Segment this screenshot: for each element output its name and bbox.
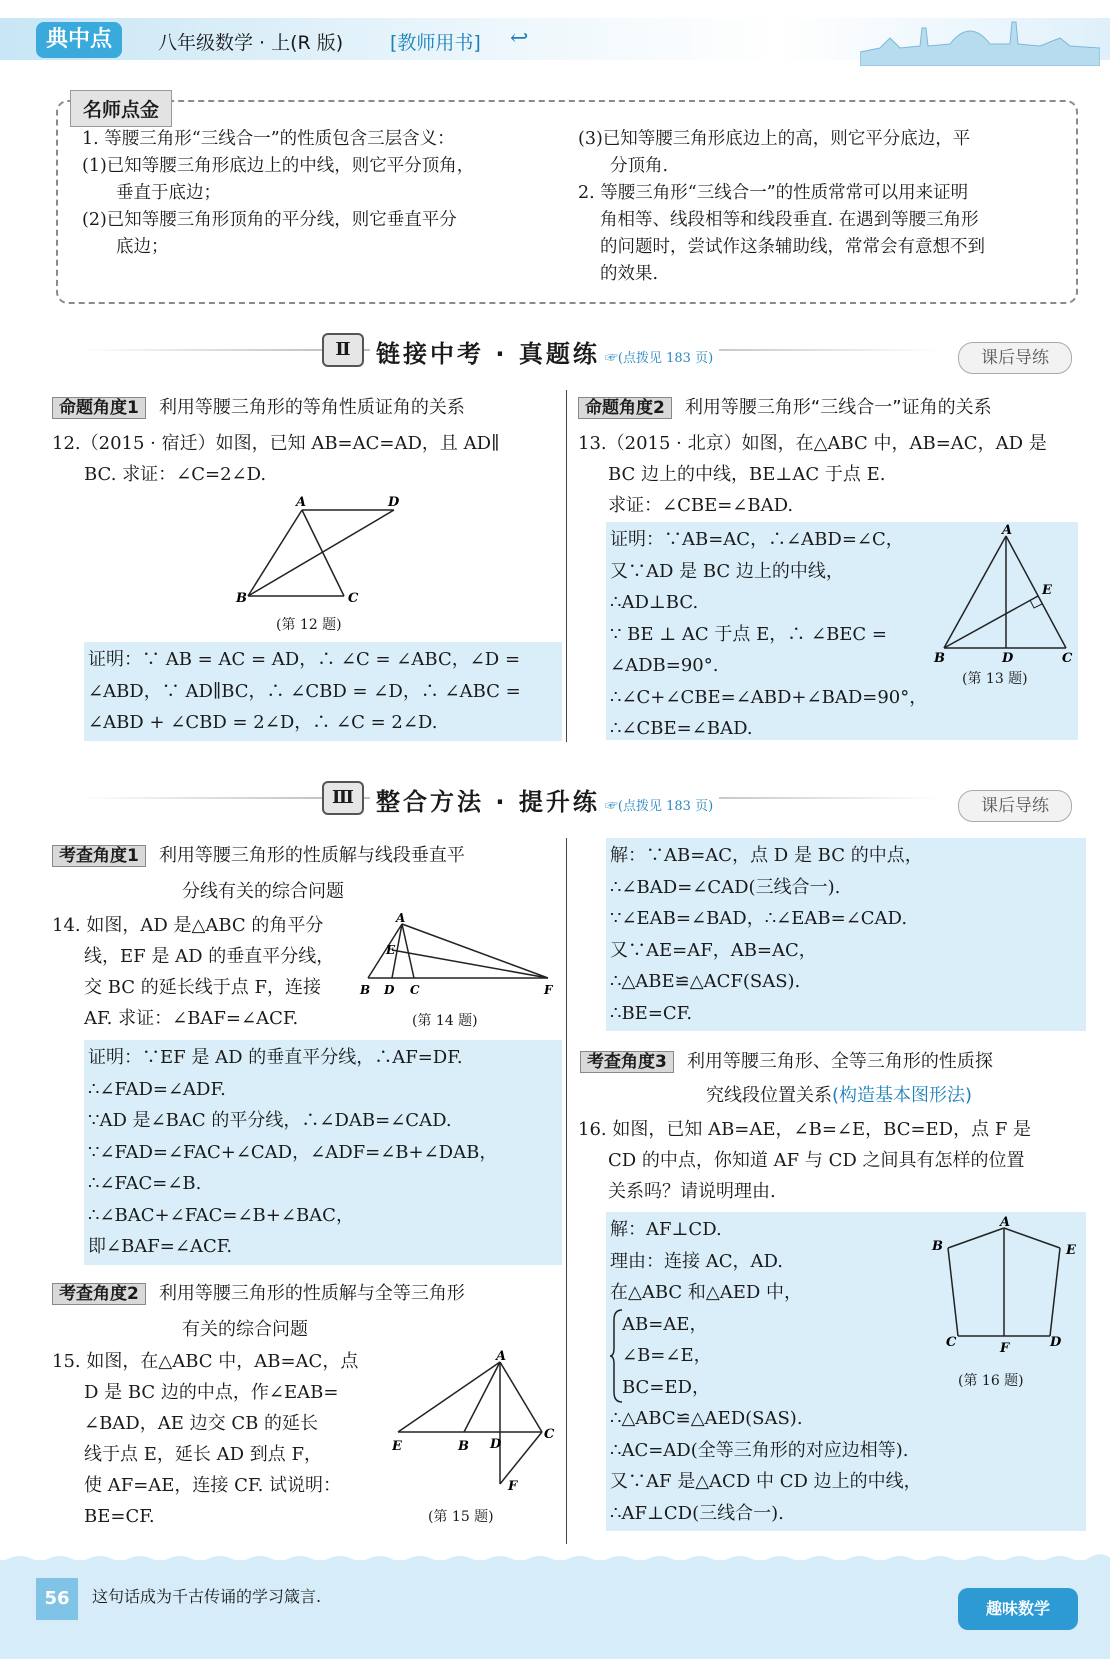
tips-label: 名师点金 (70, 90, 172, 127)
figure-caption: (第 12 题) (276, 617, 342, 633)
angle-tag: 命题角度2 (578, 397, 672, 419)
point-label: D (1002, 651, 1014, 662)
solution-line: 理由：连接 AC，AD. (610, 1250, 784, 1272)
figure-13 (930, 522, 1080, 662)
point-label: E (386, 943, 396, 957)
tips-left (82, 126, 552, 261)
question-13 (578, 428, 1078, 521)
question-line: D 是 BC 边的中点，作∠EAB= (84, 1382, 339, 1403)
figure-caption: (第 16 题) (958, 1373, 1024, 1389)
point-label: E (1066, 1243, 1076, 1258)
tips-right (578, 126, 1058, 288)
solution-line: AB=AE， (622, 1313, 708, 1335)
angle-tag-text: 有关的综合问题 (182, 1319, 308, 1340)
page-number: 56 (36, 1578, 78, 1620)
solution-line: ∴△ABE≌△ACF(SAS). (610, 971, 801, 992)
solution-line: 解：AF⊥CD. (610, 1219, 722, 1240)
tip-line: 底边； (116, 237, 169, 257)
point-label: B (934, 651, 945, 662)
angle-tag-text: 究线段位置关系 (706, 1085, 832, 1106)
tip-line: (2)已知等腰三角形顶角的平分线，则它垂直平分 (82, 210, 457, 230)
question-line: 14. 如图，AD 是△ABC 的角平分 (52, 915, 324, 936)
tip-line: 2. 等腰三角形“三线合一”的性质常常可以用来证明 (578, 183, 969, 203)
point-label: E (392, 1439, 402, 1454)
footer-band (0, 1560, 1110, 1659)
solution-15 (606, 838, 1086, 1031)
angle-tag-row (52, 1278, 465, 1310)
section-title: 链接中考 · 真题练 (376, 340, 600, 368)
solution-line: ∵∠FAD=∠FAC+∠CAD，∠ADF=∠B+∠DAB， (88, 1141, 498, 1163)
solution-line: ∴AD⊥BC. (610, 592, 699, 613)
point-label: A (396, 912, 406, 925)
point-label: D (384, 983, 395, 997)
brand-logo: 典中点 (36, 22, 122, 58)
point-label: C (348, 591, 359, 606)
question-line: 关系吗？请说明理由. (608, 1181, 776, 1202)
tip-line: (1)已知等腰三角形底边上的中线，则它平分顶角， (82, 156, 475, 176)
solution-line: ∠ADB=90°. (610, 655, 719, 676)
figure-16 (930, 1214, 1080, 1364)
question-12 (52, 428, 532, 490)
point-label: F (544, 983, 553, 997)
solution-line: ∴∠FAC=∠B. (88, 1173, 202, 1194)
solution-line: 又∵AF 是△ACD 中 CD 边上的中线， (610, 1471, 922, 1492)
question-line: 15. 如图，在△ABC 中，AB=AC，点 (52, 1351, 359, 1372)
point-label: C (410, 983, 420, 997)
solution-line: ∵ BE ⊥ AC 于点 E，∴ ∠BEC = (610, 623, 888, 645)
solution-line: ∴∠BAD=∠CAD(三线合一). (610, 876, 841, 898)
question-line: BE=CF. (84, 1506, 155, 1527)
point-label: B (360, 983, 371, 997)
question-line: 13.（2015 · 北京）如图，在△ABC 中，AB=AC，AD 是 (578, 433, 1047, 454)
solution-line: ∵AD 是∠BAC 的平分线，∴∠DAB=∠CAD. (88, 1110, 452, 1131)
tip-line: (3)已知等腰三角形底边上的高，则它平分底边，平 (578, 129, 971, 149)
solution-14 (84, 1040, 562, 1265)
angle-tag-text: 利用等腰三角形“三线合一”证角的关系 (684, 397, 992, 418)
figure-caption: (第 15 题) (428, 1509, 494, 1525)
solution-line: ∴∠CBE=∠BAD. (610, 718, 753, 739)
method-hint: (构造基本图形法) (832, 1085, 973, 1106)
angle-tag-row (578, 392, 992, 424)
angle-tag-text: 利用等腰三角形的性质解与全等三角形 (158, 1283, 465, 1304)
question-line: BC. 求证：∠C=2∠D. (84, 464, 267, 485)
angle-tag-row (52, 392, 465, 424)
solution-line: 又∵AD 是 BC 边上的中线， (610, 560, 844, 582)
solution-line: 证明：∵EF 是 AD 的垂直平分线，∴AF=DF. (88, 1047, 463, 1068)
footer-quote: 这句话成为千古传诵的学习箴言. (92, 1587, 322, 1606)
solution-line: ∴AF⊥CD(三线合一). (610, 1502, 784, 1524)
section-number: Ⅱ (322, 333, 364, 367)
question-15 (52, 1346, 392, 1532)
solution-line: ∴∠C+∠CBE=∠ABD+∠BAD=90°， (610, 686, 928, 708)
figure-15 (392, 1350, 562, 1490)
section-title: 整合方法 · 提升练 (376, 788, 600, 816)
solution-line: 解：∵AB=AC，点 D 是 BC 的中点， (610, 845, 923, 866)
solution-line: ∵∠EAB=∠BAD，∴∠EAB=∠CAD. (610, 908, 908, 929)
section-heading (370, 782, 719, 817)
tip-line: 角相等、线段相等和线段垂直. 在遇到等腰三角形 (600, 210, 979, 230)
solution-line: ∠B=∠E， (622, 1345, 712, 1366)
question-line: 线，EF 是 AD 的垂直平分线， (84, 946, 335, 967)
solution-line: ∠ABD + ∠CBD = 2∠D，∴ ∠C = 2∠D. (88, 712, 438, 733)
solution-line: 即∠BAF=∠ACF. (88, 1236, 233, 1257)
tip-line: 分顶角. (610, 156, 669, 176)
angle-tag: 考查角度1 (52, 845, 146, 867)
angle-tag-row (580, 1046, 993, 1078)
angle-tag: 考查角度2 (52, 1283, 146, 1305)
question-line: CD 的中点，你知道 AF 与 CD 之间具有怎样的位置 (608, 1150, 1025, 1171)
column-divider (566, 838, 567, 1544)
question-line: 线于点 E，延长 AD 到点 F， (84, 1444, 322, 1465)
question-line: 使 AF=AE，连接 CF. 试说明： (84, 1475, 342, 1496)
angle-tag-text: 分线有关的综合问题 (182, 881, 344, 902)
point-label: F (1000, 1341, 1010, 1356)
figure-12 (232, 496, 412, 606)
book-title: 八年级数学 · 上(R 版) (158, 32, 344, 54)
angle-tag-row (52, 840, 465, 872)
solution-line: ∴△ABC≌△AED(SAS). (610, 1408, 803, 1429)
hint-note[interactable]: ☞(点拨见 183 页) (604, 351, 714, 366)
tip-line: 1. 等腰三角形“三线合一”的性质包含三层含义： (82, 129, 455, 149)
question-line: 16. 如图，已知 AB=AE，∠B=∠E，BC=ED，点 F 是 (578, 1119, 1032, 1140)
tip-line: 的问题时，尝试作这条辅助线，常常会有意想不到 (600, 237, 985, 257)
question-line: ∠BAD，AE 边交 CB 的延长 (84, 1413, 319, 1434)
point-label: E (1042, 583, 1052, 598)
angle-tag-text: 利用等腰三角形、全等三角形的性质探 (686, 1051, 993, 1072)
point-label: A (296, 496, 307, 510)
fun-math-badge[interactable]: 趣味数学 (958, 1588, 1078, 1630)
column-divider (566, 390, 567, 742)
point-label: B (932, 1239, 943, 1254)
point-label: D (490, 1437, 502, 1452)
solution-line: ∴∠BAC+∠FAC=∠B+∠BAC， (88, 1204, 354, 1226)
question-line: 求证：∠CBE=∠BAD. (608, 495, 794, 516)
solution-line: ∴∠FAD=∠ADF. (88, 1078, 226, 1100)
point-label: D (1050, 1335, 1062, 1350)
point-label: B (458, 1439, 469, 1454)
hint-note[interactable]: ☞(点拨见 183 页) (604, 799, 714, 814)
after-class-button[interactable]: 课后导练 (958, 342, 1072, 374)
angle-tag-text: 利用等腰三角形的性质解与线段垂直平 (158, 845, 465, 866)
question-16 (578, 1114, 1078, 1207)
figure-14 (358, 912, 558, 1002)
solution-12 (84, 642, 562, 741)
point-label: B (236, 591, 247, 606)
point-label: D (388, 496, 400, 510)
return-arrow-icon[interactable]: ↩ (510, 26, 529, 51)
point-label: A (1002, 523, 1013, 538)
solution-line: BC=ED， (622, 1376, 710, 1398)
solution-line: ∠ABD，∵ AD∥BC，∴ ∠CBD = ∠D，∴ ∠ABC = (88, 680, 521, 702)
solution-line: 证明：∵ AB = AC = AD，∴ ∠C = ∠ABC，∠D = (88, 649, 521, 670)
angle-tag: 命题角度1 (52, 397, 146, 419)
question-line: AF. 求证：∠BAF=∠ACF. (84, 1008, 299, 1029)
solution-line: ∴AC=AD(全等三角形的对应边相等). (610, 1439, 909, 1461)
section-number: Ⅲ (322, 781, 364, 815)
point-label: A (1000, 1215, 1011, 1230)
point-label: C (544, 1427, 555, 1442)
city-skyline-icon (860, 8, 1100, 66)
figure-caption: (第 13 题) (962, 671, 1028, 687)
solution-line: ∴BE=CF. (610, 1002, 693, 1024)
tip-line: 的效果. (600, 264, 659, 284)
angle-tag-text: 利用等腰三角形的等角性质证角的关系 (158, 397, 465, 418)
question-line: 12.（2015 · 宿迁）如图，已知 AB=AC=AD，且 AD∥ (52, 433, 500, 454)
tip-line: 垂直于底边； (116, 183, 221, 203)
solution-line: 证明：∵AB=AC，∴∠ABD=∠C， (610, 529, 904, 550)
angle-tag: 考查角度3 (580, 1051, 674, 1073)
point-label: A (496, 1350, 507, 1364)
question-line: BC 边上的中线，BE⊥AC 于点 E. (608, 464, 886, 485)
point-label: F (508, 1479, 518, 1490)
question-14 (52, 910, 382, 1034)
solution-line: 又∵AE=AF，AB=AC， (610, 939, 817, 961)
teacher-edition-tag: [教师用书] (390, 32, 481, 54)
system-brace (610, 1308, 624, 1404)
point-label: C (946, 1335, 957, 1350)
after-class-button[interactable]: 课后导练 (958, 790, 1072, 822)
figure-caption: (第 14 题) (412, 1013, 478, 1029)
section-heading (370, 334, 719, 369)
question-line: 交 BC 的延长线于点 F，连接 (84, 977, 321, 998)
angle-tag-text-row (706, 1080, 972, 1112)
solution-line: 在△ABC 和△AED 中， (610, 1282, 803, 1303)
point-label: C (1062, 651, 1073, 662)
